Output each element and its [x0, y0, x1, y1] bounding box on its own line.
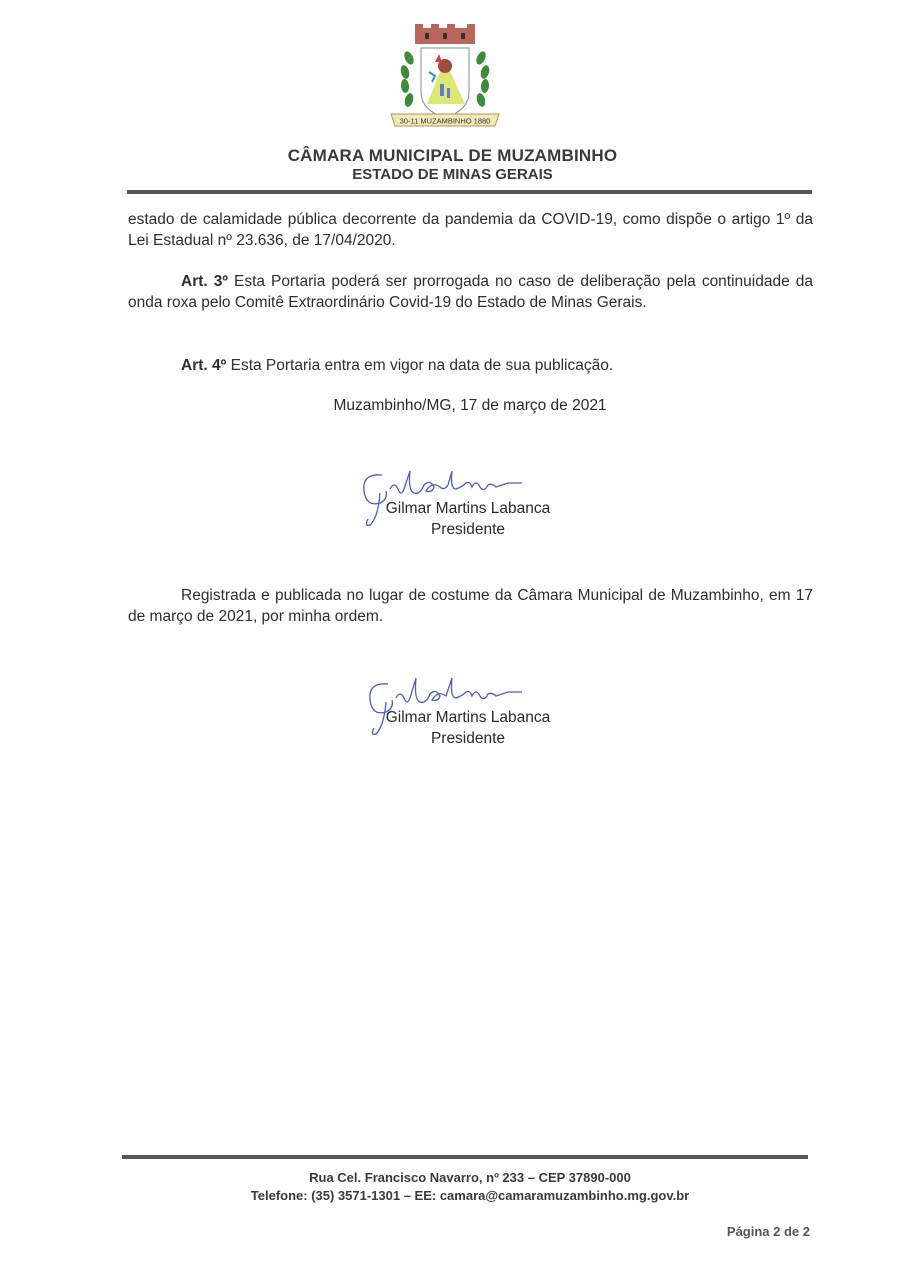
institution-subtitle: ESTADO DE MINAS GERAIS: [352, 166, 553, 183]
page-number: Página 2 de 2: [726, 1224, 810, 1239]
article-3-label: Art. 3º: [181, 273, 228, 290]
article-4: [128, 355, 813, 376]
place-date-line: Muzambinho/MG, 17 de março de 2021: [333, 397, 607, 414]
footer-address: Rua Cel. Francisco Navarro, nº 233 – CEP 37890-000: [309, 1170, 631, 1185]
article-4-label: Art. 4º: [181, 357, 227, 374]
registration-paragraph: Registrada e publicada no lugar de costume da Câmara Municipal de Muzambinho, em 17 de março de 2021, por minha ordem.: [128, 587, 813, 625]
header-divider: [127, 190, 812, 194]
article-4-text: Esta Portaria entra em vigor na data de sua publicação.: [226, 357, 614, 374]
footer-divider: [122, 1155, 808, 1159]
signatory-name-2: Gilmar Martins Labanca: [385, 709, 551, 726]
crest-banner-text: 30-11 MUZAMBINHO 1880: [399, 116, 491, 126]
article-3: [128, 271, 813, 313]
article-3-text: Esta Portaria poderá ser prorrogada no caso de deliberação pela continuidade da onda roxa pelo Comitê Extraordinário Covid-19 do Estado de Minas Gerais.: [128, 273, 813, 311]
paragraph-continuation: estado de calamidade pública decorrente da pandemia da COVID-19, como dispõe o artigo 1º da Lei Estadual nº 23.636, de 17/04/2020.: [128, 211, 813, 249]
signatory-role-2: Presidente: [430, 730, 506, 747]
footer-contact: Telefone: (35) 3571-1301 – EE: camara@camaramuzambinho.mg.gov.br: [250, 1188, 690, 1203]
municipal-coat-of-arms-logo: [385, 22, 505, 137]
institution-title: CÂMARA MUNICIPAL DE MUZAMBINHO: [287, 146, 618, 165]
signatory-role-1: Presidente: [430, 521, 506, 538]
signatory-name-1: Gilmar Martins Labanca: [385, 500, 551, 517]
